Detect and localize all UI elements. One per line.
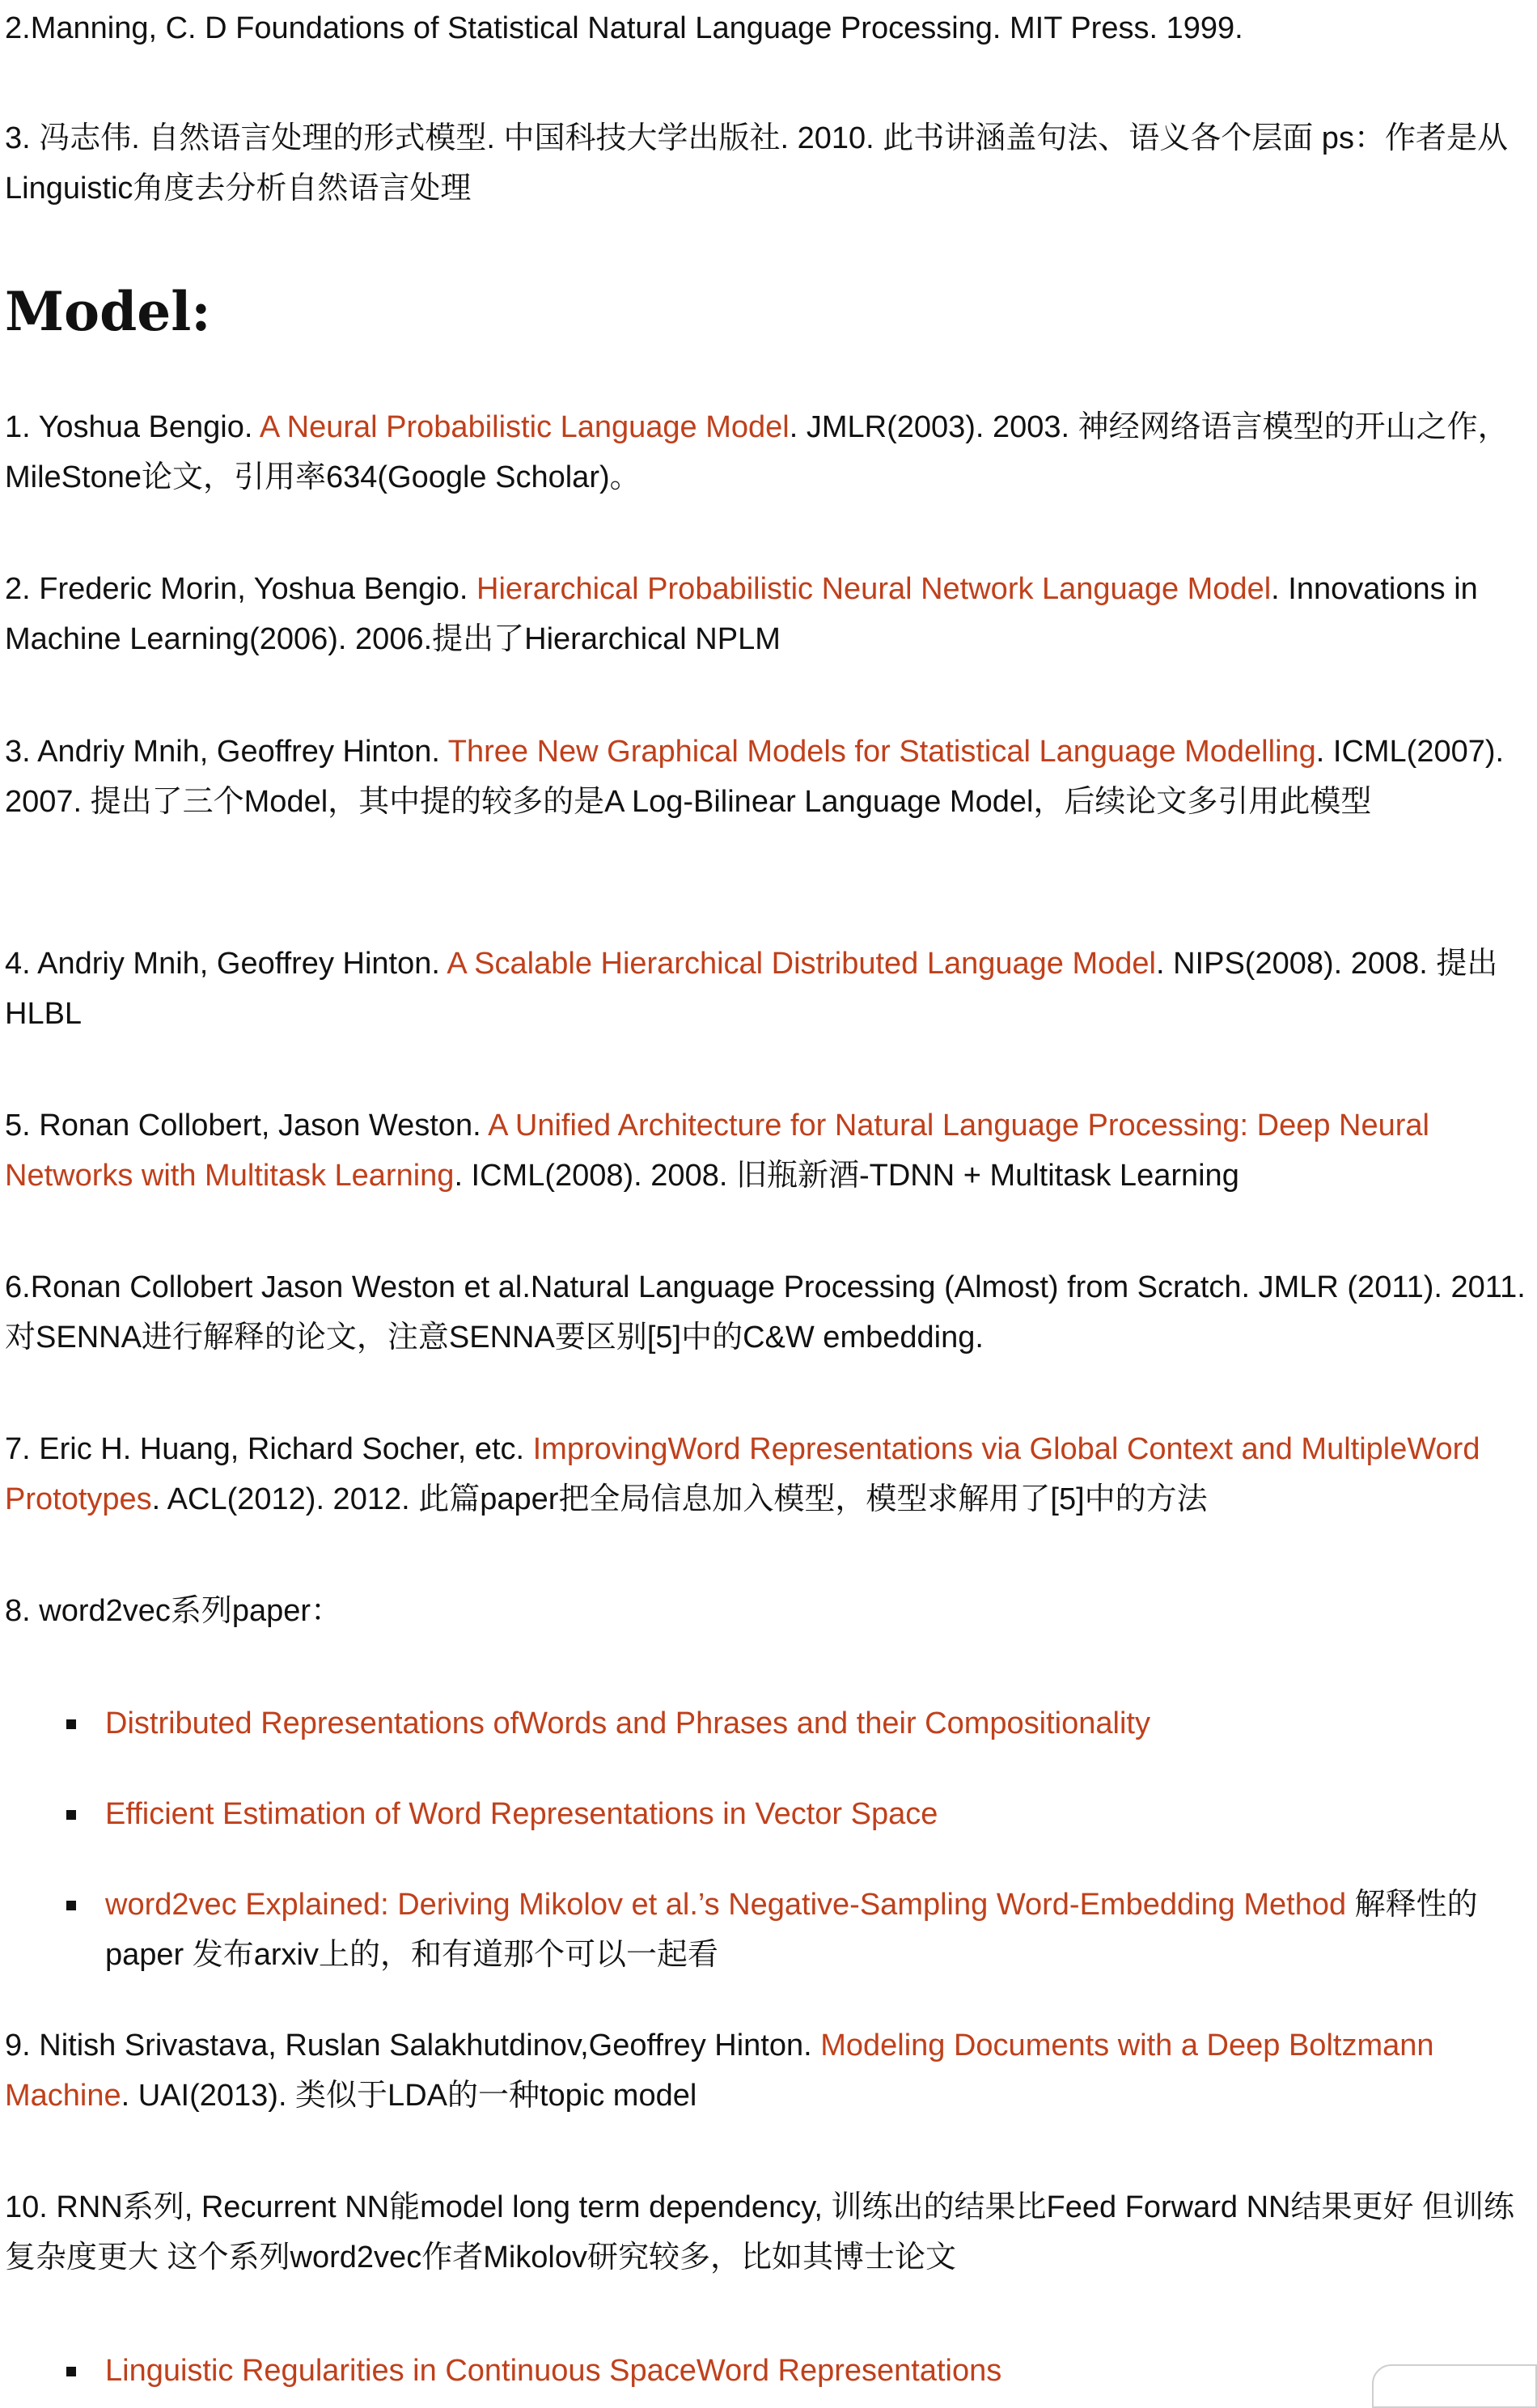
model-entry-6: 6.Ronan Collobert Jason Weston et al.Natural Language Processing (Almost) from Scratch. JMLR (2011). 2011. 对SENNA进行解释的论文，注意SENNA要区别[5]中的C&W embedding. bbox=[5, 1270, 1526, 1354]
paper-link[interactable]: A Scalable Hierarchical Distributed Language Model bbox=[447, 947, 1156, 981]
list-item bbox=[5, 2346, 1532, 2396]
model-entry-5: 5. Ronan Collobert, Jason Weston. A Unified Architecture for Natural Language Processing: Deep Neural Networks with Multitask Learning. ICML(2008). 2008. 旧瓶新酒-TDNN + Multitask Learning bbox=[5, 1109, 1429, 1193]
paper-link[interactable]: Modeling Documents with a Deep Boltzmann Machine bbox=[5, 2029, 1434, 2113]
list-item bbox=[5, 1789, 1532, 1839]
model-entry-7: 7. Eric H. Huang, Richard Socher, etc. ImprovingWord Representations via Global Context and MultipleWord Prototypes. ACL(2012). 2012. 此篇paper把全局信息加入模型，模型求解用了[5]中的方法 bbox=[5, 1432, 1480, 1516]
paper-link[interactable]: A Neural Probabilistic Language Model bbox=[259, 410, 790, 444]
book-entry-manning: 2.Manning, C. D Foundations of Statistical Natural Language Processing. MIT Press. 1999. bbox=[5, 11, 1243, 45]
list-item bbox=[5, 1698, 1532, 1749]
paper-link[interactable]: ImprovingWord Representations via Global Context and MultipleWord Prototypes bbox=[5, 1432, 1480, 1516]
paper-link[interactable]: Hierarchical Probabilistic Neural Network Language Model bbox=[476, 572, 1272, 606]
rnn-paper-list bbox=[5, 2346, 1532, 2396]
list-item: word2vec Explained: Deriving Mikolov et al.’s Negative-Sampling Word-Embedding Method 解释性的paper 发布arxiv上的，和有道那个可以一起看 bbox=[5, 1880, 1532, 1980]
paper-link[interactable]: word2vec Explained: Deriving Mikolov et al.’s Negative-Sampling Word-Embedding Method bbox=[105, 1888, 1347, 1922]
model-entry-9: 9. Nitish Srivastava, Ruslan Salakhutdinov,Geoffrey Hinton. Modeling Documents with a Deep Boltzmann Machine. UAI(2013). 类似于LDA的一种topic model bbox=[5, 2029, 1434, 2113]
floating-widget-edge[interactable] bbox=[1372, 2364, 1537, 2408]
bullet-icon bbox=[66, 1719, 76, 1729]
bullet-icon bbox=[66, 1810, 76, 1820]
model-entry-1: 1. Yoshua Bengio. A Neural Probabilistic Language Model. JMLR(2003). 2003. 神经网络语言模型的开山之作，MileStone论文，引用率634(Google Scholar)。 bbox=[5, 410, 1509, 494]
book-entry-feng: 3. 冯志伟. 自然语言处理的形式模型. 中国科技大学出版社. 2010. 此书讲涵盖句法、语义各个层面 ps：作者是从Linguistic角度去分析自然语言处理 bbox=[5, 121, 1508, 206]
section-heading-model: Model: bbox=[5, 280, 211, 343]
paper-link[interactable]: Three New Graphical Models for Statistical Language Modelling bbox=[447, 735, 1316, 769]
model-entry-8: 8. word2vec系列paper： bbox=[5, 1594, 342, 1628]
bullet-icon bbox=[66, 1901, 76, 1910]
word2vec-paper-list bbox=[5, 1698, 1532, 1980]
paper-link[interactable]: Distributed Representations ofWords and Phrases and their Compositionality bbox=[105, 1706, 1150, 1740]
model-entry-4: 4. Andriy Mnih, Geoffrey Hinton. A Scalable Hierarchical Distributed Language Model. NIPS(2008). 2008. 提出HLBL bbox=[5, 947, 1498, 1031]
bullet-icon bbox=[66, 2367, 76, 2376]
paper-link[interactable]: Efficient Estimation of Word Representations in Vector Space bbox=[105, 1797, 938, 1831]
model-entry-10: 10. RNN系列, Recurrent NN能model long term dependency, 训练出的结果比Feed Forward NN结果更好 但训练复杂度更大 这个系列word2vec作者Mikolov研究较多，比如其博士论文 bbox=[5, 2190, 1515, 2274]
paper-link[interactable]: Linguistic Regularities in Continuous SpaceWord Representations bbox=[105, 2354, 1002, 2388]
paper-link[interactable]: A Unified Architecture for Natural Language Processing: Deep Neural Networks with Multitask Learning bbox=[5, 1109, 1429, 1193]
model-entry-3: 3. Andriy Mnih, Geoffrey Hinton. Three New Graphical Models for Statistical Language Modelling. ICML(2007). 2007. 提出了三个Model，其中提的较多的是A Log-Bilinear Language Model，后续论文多引用此模型 bbox=[5, 735, 1505, 819]
model-entry-2: 2. Frederic Morin, Yoshua Bengio. Hierarchical Probabilistic Neural Network Language Model. Innovations in Machine Learning(2006). 2006.提出了Hierarchical NPLM bbox=[5, 572, 1478, 656]
